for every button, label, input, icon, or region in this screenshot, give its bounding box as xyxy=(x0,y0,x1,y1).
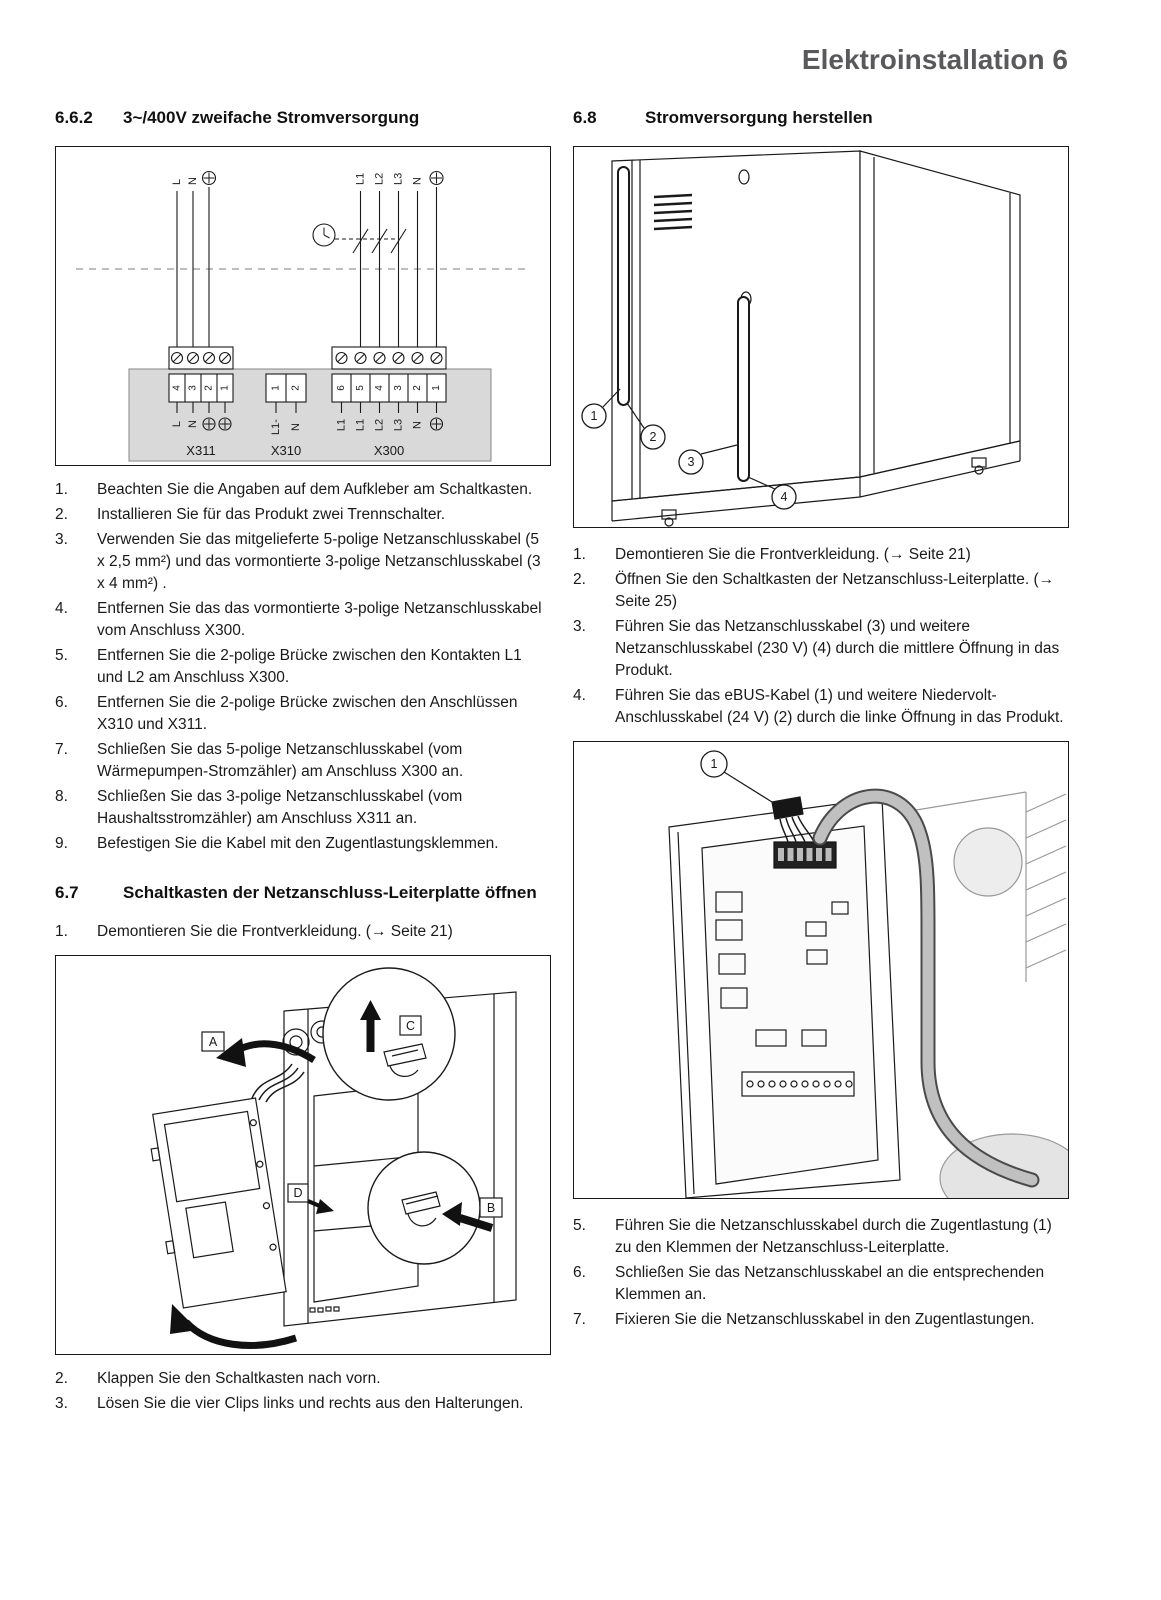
wire-label: L1 xyxy=(354,172,367,185)
step-number: 7. xyxy=(55,741,68,758)
detail-inset-c xyxy=(323,968,455,1100)
figure-pcb-strain-relief xyxy=(573,741,1069,1199)
mains-cable xyxy=(738,297,749,481)
earth-symbol-top-left xyxy=(203,172,216,185)
wire-label: L1- xyxy=(270,419,282,435)
list-item xyxy=(55,786,551,830)
step-text: Installieren Sie für das Produkt zwei Trennschalter. xyxy=(97,506,446,523)
step-number: 4. xyxy=(573,687,586,704)
terminal-block-name-x311: X311 xyxy=(186,443,216,458)
section-6-6-2-steps xyxy=(55,479,551,855)
pin-number: 2 xyxy=(290,385,302,391)
wire-label: L2 xyxy=(373,172,386,185)
step-text: Entfernen Sie die 2-polige Brücke zwischen den Anschlüssen X310 und X311. xyxy=(97,694,518,733)
step-text: Demontieren Sie die Frontverkleidung. (→ Seite 21) xyxy=(97,923,453,940)
step-number: 1. xyxy=(573,546,586,563)
step-text: Öffnen Sie den Schaltkasten der Netzanschluss-Leiterplatte. (→ Seite 25) xyxy=(615,571,1055,610)
label-box-a xyxy=(202,1032,224,1051)
left-column xyxy=(55,106,551,1418)
step-text: Befestigen Sie die Kabel mit den Zugentlastungsklemmen. xyxy=(97,835,499,852)
step-text: Verwenden Sie das mitgelieferte 5-polige Netzanschlusskabel (5 x 2,5 mm²) und das vormontierte 3-polige Netzanschlusskabel (3 x 4 mm²) . xyxy=(97,531,541,592)
list-item xyxy=(573,569,1069,613)
step-text: Entfernen Sie die 2-polige Brücke zwischen den Kontakten L1 und L2 am Anschluss X300. xyxy=(97,647,522,686)
list-item xyxy=(573,685,1069,729)
pin-number: 3 xyxy=(393,385,404,391)
section-number: 6.6.2 xyxy=(55,108,93,127)
terminal-cells-x300 xyxy=(332,374,446,402)
section-6-7-steps-after xyxy=(55,1368,551,1415)
step-number: 1. xyxy=(55,923,68,940)
terminal-block-name-x310: X310 xyxy=(270,443,302,458)
pin-number: 4 xyxy=(171,385,183,391)
wire-label: L xyxy=(171,420,183,428)
pin-number: 2 xyxy=(203,385,215,391)
step-number: 8. xyxy=(55,788,68,805)
step-text: Klappen Sie den Schaltkasten nach vorn. xyxy=(97,1370,381,1387)
wire-label: L2 xyxy=(373,418,386,432)
step-text: Schließen Sie das Netzanschlusskabel an die entsprechenden Klemmen an. xyxy=(615,1264,1045,1303)
list-item xyxy=(55,739,551,783)
detail-inset-b xyxy=(368,1152,480,1264)
unit-side-panel xyxy=(860,151,1020,477)
section-6-7-heading xyxy=(55,881,551,905)
wire-label: N xyxy=(187,420,199,428)
earth-symbol-top-right xyxy=(430,172,443,185)
step-text: Führen Sie das Netzanschlusskabel (3) und weitere Netzanschlusskabel (230 V) (4) durch die mittlere Öffnung in das Produkt. xyxy=(615,618,1060,679)
label-box-d xyxy=(288,1184,308,1202)
figure-dual-power-wiring xyxy=(55,146,551,466)
step-number: 3. xyxy=(573,618,586,635)
callout-4: 4 xyxy=(780,490,788,504)
section-number: 6.7 xyxy=(55,883,79,902)
wire-label: L1 xyxy=(354,418,367,432)
step-number: 2. xyxy=(55,506,68,523)
list-item xyxy=(55,1368,551,1390)
cable-routing-svg xyxy=(574,147,1068,527)
list-item xyxy=(573,1215,1069,1259)
pin-number: 1 xyxy=(219,385,231,391)
callout-2: 2 xyxy=(649,430,657,444)
open-switchbox-svg xyxy=(56,956,550,1354)
callout-1: 1 xyxy=(590,409,598,423)
list-item xyxy=(55,529,551,595)
step-number: 5. xyxy=(55,647,68,664)
list-item xyxy=(55,645,551,689)
pcb-cable-svg xyxy=(574,742,1068,1198)
terminal-block-name-x300: X300 xyxy=(373,443,405,458)
list-item xyxy=(55,598,551,642)
step-text: Schließen Sie das 5-polige Netzanschlusskabel (vom Wärmepumpen-Stromzähler) am Anschluss X300 an. xyxy=(97,741,464,780)
step-number: 3. xyxy=(55,531,68,548)
step-text: Führen Sie das eBUS-Kabel (1) und weitere Niedervolt-Anschlusskabel (24 V) (2) durch die linke Öffnung in das Produkt. xyxy=(615,687,1064,726)
callouts xyxy=(701,751,772,802)
pin-number: 1 xyxy=(431,385,442,391)
svg-text:B: B xyxy=(486,1201,496,1215)
section-title: Schaltkasten der Netzanschluss-Leiterplatte öffnen xyxy=(123,883,537,902)
pin-number: 1 xyxy=(270,385,282,391)
wiring-diagram-svg xyxy=(56,147,550,465)
list-item xyxy=(55,921,551,943)
step-text: Entfernen Sie das das vormontierte 3-polige Netzanschlusskabel vom Anschluss X300. xyxy=(97,600,542,639)
wire-label: L3 xyxy=(392,418,405,432)
wire-label: N xyxy=(290,423,302,431)
label-box-b xyxy=(480,1198,502,1217)
list-item xyxy=(573,544,1069,566)
list-item xyxy=(573,1262,1069,1306)
pin-number: 2 xyxy=(412,385,423,391)
pin-number: 5 xyxy=(355,385,366,391)
page-title: Elektroinstallation 6 xyxy=(801,44,1068,75)
pin-number: 6 xyxy=(336,385,347,391)
pin-number: 4 xyxy=(374,385,385,391)
list-item xyxy=(55,504,551,526)
step-text: Beachten Sie die Angaben auf dem Aufkleber am Schaltkasten. xyxy=(97,481,533,498)
wire-label: L3 xyxy=(392,172,405,185)
switchbox-swung-open xyxy=(146,1098,286,1309)
section-number: 6.8 xyxy=(573,108,597,127)
step-number: 6. xyxy=(55,694,68,711)
list-item xyxy=(55,479,551,501)
step-number: 6. xyxy=(573,1264,586,1281)
terminal-screws-x300 xyxy=(332,347,446,369)
step-number: 5. xyxy=(573,1217,586,1234)
step-number: 7. xyxy=(573,1311,586,1328)
step-number: 3. xyxy=(55,1395,68,1412)
list-item xyxy=(573,616,1069,682)
svg-text:A: A xyxy=(208,1035,218,1049)
wire-label: L xyxy=(171,178,183,185)
step-text: Führen Sie die Netzanschlusskabel durch die Zugentlastung (1) zu den Klemmen der Netzanschluss-Leiterplatte. xyxy=(615,1217,1052,1256)
wire-label: L1 xyxy=(335,418,348,432)
svg-text:C: C xyxy=(405,1019,416,1033)
section-6-7-steps-before xyxy=(55,921,551,943)
step-text: Demontieren Sie die Frontverkleidung. (→ Seite 21) xyxy=(615,546,971,563)
figure-cable-routing-rear xyxy=(573,146,1069,528)
callout-1: 1 xyxy=(710,757,718,771)
wire-label: N xyxy=(411,421,424,429)
svg-text:D: D xyxy=(293,1186,303,1200)
step-text: Fixieren Sie die Netzanschlusskabel in den Zugentlastungen. xyxy=(615,1311,1035,1328)
label-box-c xyxy=(400,1016,421,1035)
wire-label: N xyxy=(187,177,199,185)
list-item xyxy=(55,692,551,736)
step-number: 1. xyxy=(55,481,68,498)
list-item xyxy=(55,1393,551,1415)
step-text: Schließen Sie das 3-polige Netzanschlusskabel (vom Haushaltsstromzähler) am Anschluss X311 an. xyxy=(97,788,463,827)
step-number: 2. xyxy=(573,571,586,588)
step-text: Lösen Sie die vier Clips links und rechts aus den Halterungen. xyxy=(97,1395,524,1412)
section-6-8-heading xyxy=(573,106,1069,130)
list-item xyxy=(55,833,551,855)
terminal-screws-x311 xyxy=(169,347,233,369)
step-number: 9. xyxy=(55,835,68,852)
section-title: 3~/400V zweifache Stromversorgung xyxy=(123,108,420,127)
list-item xyxy=(573,1309,1069,1331)
pin-number: 3 xyxy=(187,385,199,391)
figure-open-switchbox xyxy=(55,955,551,1355)
section-6-8-steps-bottom xyxy=(573,1215,1069,1331)
pcb-board xyxy=(702,826,878,1184)
step-number: 2. xyxy=(55,1370,68,1387)
right-column xyxy=(573,106,1069,1334)
section-6-8-steps-top xyxy=(573,544,1069,729)
wire-label: N xyxy=(411,177,424,185)
callout-3: 3 xyxy=(687,455,695,469)
section-6-6-2-heading xyxy=(55,106,551,130)
ebus-cable xyxy=(618,167,629,405)
step-number: 4. xyxy=(55,600,68,617)
section-title: Stromversorgung herstellen xyxy=(645,108,873,127)
